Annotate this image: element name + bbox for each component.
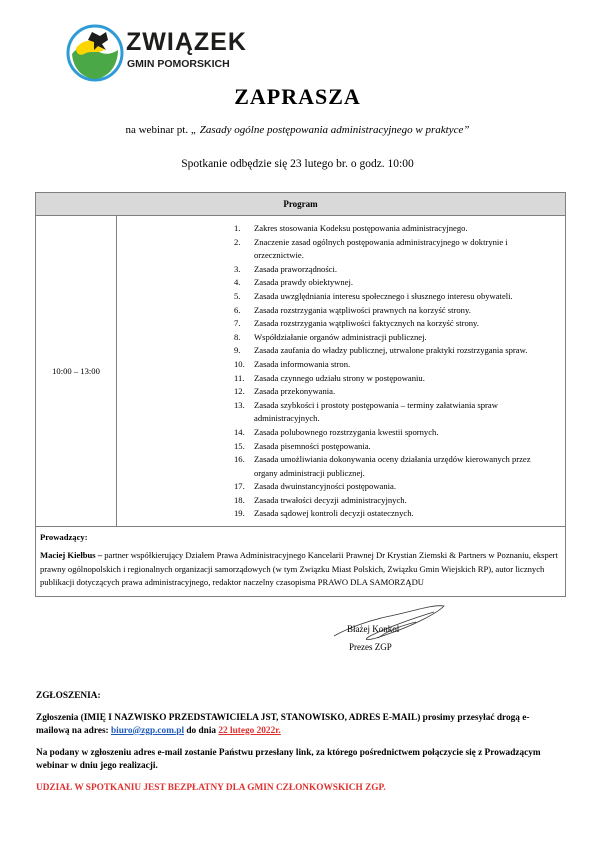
program-item-number: 11. [234, 372, 245, 383]
program-header: Program [36, 193, 566, 216]
program-item-text: Zasada praworządności. [254, 263, 338, 274]
program-item-number: 8. [234, 331, 241, 342]
program-item [234, 222, 556, 236]
program-item-text: Zasada czynnego udziału strony w postępowaniu. [254, 372, 425, 383]
program-item-text: Zasada przekonywania. [254, 386, 336, 397]
program-item-number: 13. [234, 399, 245, 410]
program-item-text: Zasada umożliwiania dokonywania oceny działania urzędów kierowanych przez organy administracji publicznej. [254, 454, 531, 478]
program-item-text: Znaczenie zasad ogólnych postępowania administracyjnego w doktrynie i orzecznictwie. [254, 236, 508, 261]
program-item-text: Zasada sądowej kontroli decyzji ostatecznych. [254, 508, 414, 519]
program-item-text: Zasada rozstrzygania wątpliwości prawnych na korzyść strony. [254, 304, 471, 315]
program-time: 10:00 – 13:00 [36, 216, 117, 527]
program-item-number: 4. [234, 277, 241, 288]
program-item-number: 2. [234, 236, 241, 247]
program-item-text: Współdziałanie organów administracji publicznej. [254, 331, 427, 342]
program-item-text: Zasada zaufania do władzy publicznej, utrwalone praktyki rozstrzygania spraw. [254, 345, 528, 356]
program-item-number: 10. [234, 358, 245, 369]
zgp-emblem-icon [66, 24, 124, 82]
program-item-number: 3. [234, 263, 241, 274]
program-item-text: Zasada dwuinstancyjności postępowania. [254, 481, 396, 492]
program-item [234, 236, 556, 263]
logo-name: ZWIĄZEK [126, 28, 247, 56]
program-item-number: 9. [234, 345, 241, 356]
program-item [234, 507, 556, 521]
program-item-number: 17. [234, 481, 245, 492]
program-item-text: Zasada pisemności postępowania. [254, 440, 371, 451]
free-participation-notice: UDZIAŁ W SPOTKANIU JEST BEZPŁATNY DLA GMIN CZŁONKOWSKICH ZGP. [36, 783, 386, 794]
program-item-text: Zasada rozstrzygania wątpliwości faktycznych na korzyść strony. [254, 318, 479, 329]
host-bio: partner współkierujący Działem Prawa Administracyjnego Kancelarii Prawnej Dr Krystian Ziemski & Partners w Poznaniu, ekspert prawny ogólnopolskich i regionalnych organizacji samorządowych (w tym Związku Miast Polskich, Związku Gmin Wiejskich RP), autor licznych publikacji dotyczących prawa administracyjnego, redaktor naczelny czasopisma PRAWO DLA SAMORZĄDU [40, 550, 558, 588]
registration-heading: ZGŁOSZENIA: [36, 691, 101, 701]
webinar-invite [0, 124, 595, 136]
program-item [234, 440, 556, 454]
program-item-text: Zakres stosowania Kodeksu postępowania administracyjnego. [254, 223, 468, 233]
registration-email-link[interactable]: biuro@zgp.com.pl [110, 725, 185, 736]
program-item-number: 16. [234, 454, 245, 465]
program-item-text: Zasada trwałości decyzji administracyjnych. [254, 494, 407, 505]
program-list [118, 217, 564, 525]
host-label: Prowadzący: [40, 532, 88, 543]
program-item-number: 5. [234, 290, 241, 301]
registration-by: do dnia [184, 725, 219, 736]
program-item-text: Zasada prawdy obiektywnej. [254, 277, 354, 288]
program-item [234, 290, 556, 304]
program-item [234, 453, 556, 480]
program-item [234, 385, 556, 399]
program-item [234, 317, 556, 331]
program-item-number: 14. [234, 426, 245, 437]
program-table [35, 192, 566, 597]
program-item-number: 15. [234, 440, 245, 451]
program-item-number: 1. [234, 223, 241, 233]
program-item-text: Zasada informowania stron. [254, 358, 351, 369]
program-item [234, 304, 556, 318]
program-item-number: 7. [234, 318, 241, 329]
program-item [234, 263, 556, 277]
program-item [234, 426, 556, 440]
program-item-text: Zasada uwzględniania interesu społecznego i słusznego interesu obywateli. [254, 290, 513, 301]
program-items-cell [117, 216, 566, 527]
program-item-number: 12. [234, 386, 245, 397]
program-item [234, 358, 556, 372]
host-section [36, 527, 566, 597]
registration-link-info: Na podany w zgłoszeniu adres e-mail zostanie Państwu przesłany link, za którego pośrednictwem połączycie się z Prowadzącym webinar w dniu jego realizacji. [36, 748, 541, 771]
program-item [234, 331, 556, 345]
program-item [234, 480, 556, 494]
signer-name: Błażej Konkol [347, 624, 400, 634]
registration-section [36, 690, 561, 804]
host-name: Maciej Kiełbus – [40, 550, 103, 561]
program-item [234, 344, 556, 358]
invite-prefix: na webinar pt. [125, 124, 189, 136]
registration-instructions [36, 712, 561, 737]
signer-role: Prezes ZGP [349, 642, 392, 652]
program-item [234, 494, 556, 508]
program-item-number: 6. [234, 304, 241, 315]
host-description [40, 549, 561, 589]
zgp-logo [66, 24, 256, 82]
program-item-number: 19. [234, 508, 245, 519]
program-item [234, 399, 556, 426]
program-item-text: Zasada szybkości i prostoty postępowania – terminy załatwiania spraw administracyjnych. [254, 399, 498, 424]
meeting-date: Spotkanie odbędzie się 23 lutego br. o godz. 10:00 [181, 158, 414, 170]
program-item-number: 18. [234, 494, 245, 505]
webinar-subject: „ Zasady ogólne postępowania administracyjnego w praktyce” [190, 124, 470, 136]
program-item [234, 276, 556, 290]
program-item-text: Zasada polubownego rozstrzygania kwestii spornych. [254, 426, 439, 437]
registration-deadline: 22 lutego 2022r. [218, 725, 281, 736]
logo-subtitle: GMIN POMORSKICH [127, 58, 230, 70]
page-title: ZAPRASZA [234, 84, 361, 109]
registration-text: Zgłoszenia (IMIĘ I NAZWISKO PRZEDSTAWICIELA JST, STANOWISKO, ADRES E-MAIL) prosimy przesyłać drogą e-mailową na adres: [36, 713, 530, 736]
program-item [234, 372, 556, 386]
